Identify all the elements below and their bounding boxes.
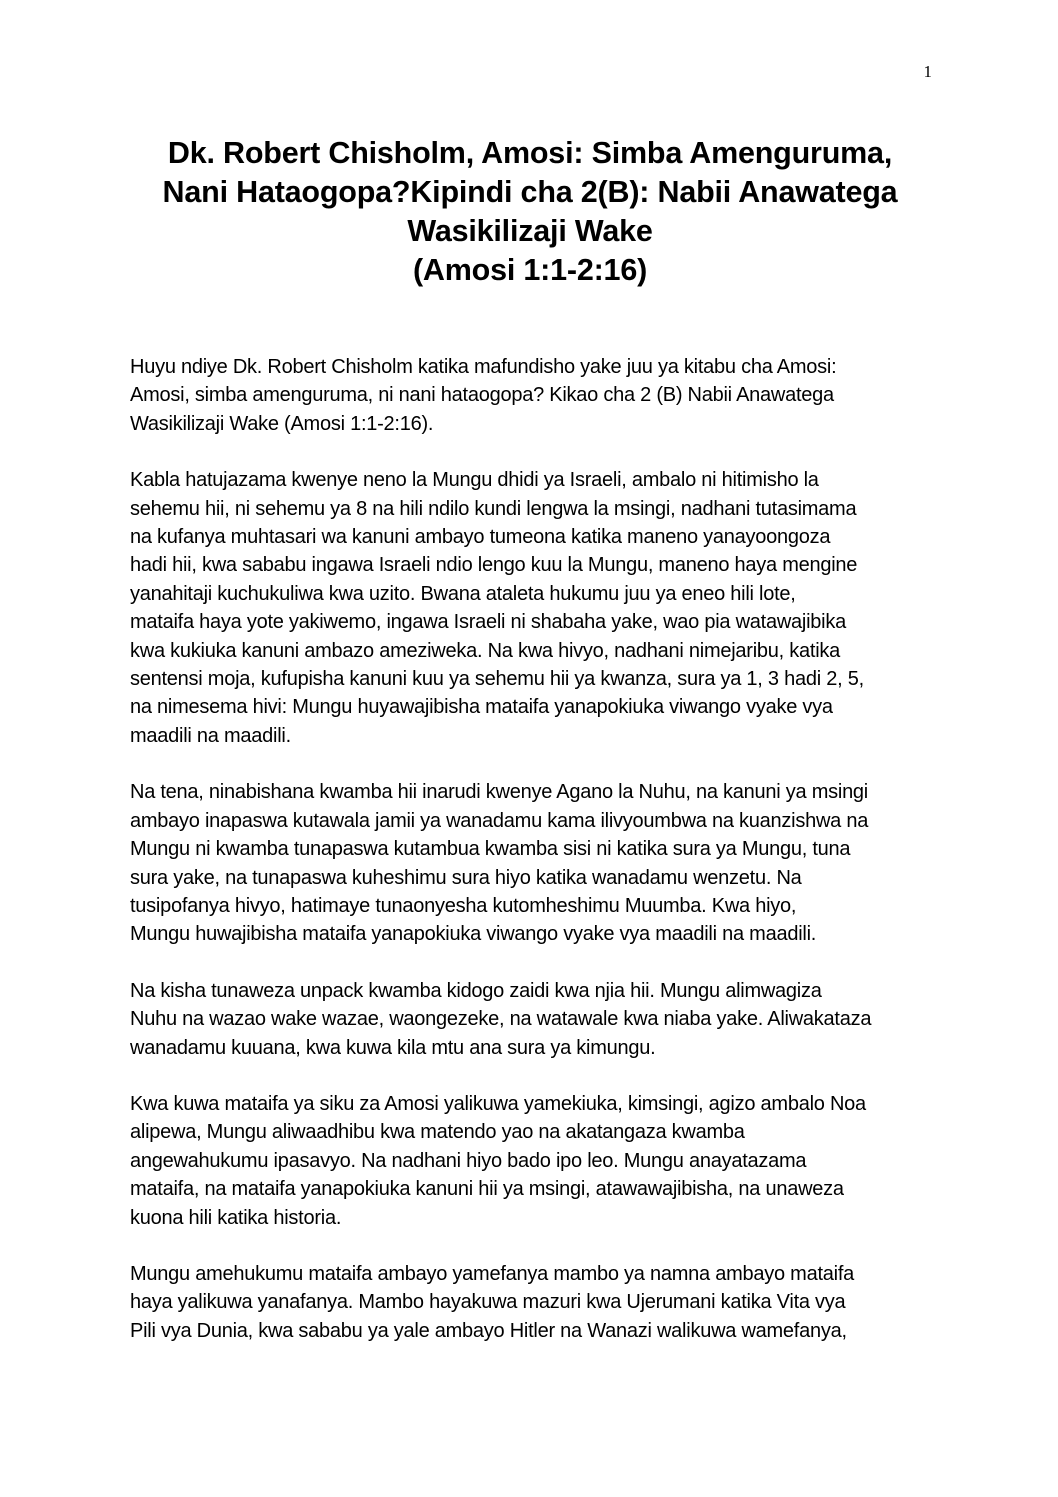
paragraph-line: alipewa, Mungu aliwaadhibu kwa matendo yao na akatangaza kwamba: [130, 1121, 745, 1144]
paragraph-line: Kabla hatujazama kwenye neno la Mungu dhidi ya Israeli, ambalo ni hitimisho la: [130, 469, 819, 492]
title-line: Dk. Robert Chisholm, Amosi: Simba Amenguruma,: [167, 136, 893, 170]
body-paragraph: [130, 1090, 950, 1232]
paragraph-line: Amosi, simba amenguruma, ni nani hataogopa? Kikao cha 2 (B) Nabii Anawatega: [130, 384, 834, 407]
paragraph-line: tusipofanya hivyo, hatimaye tunaonyesha kutomheshimu Muumba. Kwa hiyo,: [130, 894, 797, 917]
document-body: [130, 353, 950, 1373]
paragraph-line: Mungu huwajibisha mataifa yanapokiuka viwango vyake vya maadili na maadili.: [130, 923, 817, 946]
paragraph-line: wanadamu kuuana, kwa kuwa kila mtu ana sura ya kimungu.: [130, 1036, 656, 1059]
body-paragraph: [130, 778, 950, 948]
paragraph-line: Na kisha tunaweza unpack kwamba kidogo zaidi kwa njia hii. Mungu alimwagiza: [130, 979, 822, 1002]
body-paragraph: [130, 977, 950, 1062]
paragraph-line: maadili na maadili.: [130, 724, 291, 747]
title-line: Nani Hataogopa?Kipindi cha 2(B): Nabii Anawatega: [162, 175, 898, 209]
paragraph-line: yanahitaji kuchukuliwa kwa uzito. Bwana ataleta hukumu juu ya eneo hili lote,: [130, 582, 796, 605]
paragraph-line: Pili vya Dunia, kwa sababu ya yale ambayo Hitler na Wanazi walikuwa wamefanya,: [130, 1319, 847, 1342]
paragraph-line: Mungu amehukumu mataifa ambayo yamefanya mambo ya namna ambayo mataifa: [130, 1262, 854, 1285]
paragraph-line: ambayo inapaswa kutawala jamii ya wanadamu kama ilivyoumbwa na kuanzishwa na: [130, 809, 869, 832]
paragraph-line: kwa kukiuka kanuni ambazo ameziweka. Na kwa hivyo, nadhani nimejaribu, katika: [130, 639, 841, 662]
paragraph-line: Nuhu na wazao wake wazae, waongezeke, na watawale kwa niaba yake. Aliwakataza: [130, 1008, 872, 1031]
paragraph-line: sentensi moja, kufupisha kanuni kuu ya sehemu hii ya kwanza, sura ya 1, 3 hadi 2, 5,: [130, 668, 864, 691]
paragraph-line: angewahukumu ipasavyo. Na nadhani hiyo bado ipo leo. Mungu anayatazama: [130, 1149, 807, 1172]
paragraph-line: sura yake, na tunapaswa kuheshimu sura hiyo katika wanadamu wenzetu. Na: [130, 866, 802, 889]
page-number: 1: [923, 62, 932, 81]
title-line: (Amosi 1:1-2:16): [412, 253, 648, 287]
paragraph-line: kuona hili katika historia.: [130, 1206, 342, 1229]
body-paragraph: [130, 353, 950, 438]
document-title: [100, 134, 960, 290]
paragraph-line: sehemu hii, ni sehemu ya 8 na hili ndilo kundi lengwa la msingi, nadhani tutasimama: [130, 497, 857, 520]
body-paragraph: [130, 1260, 950, 1345]
paragraph-line: hadi hii, kwa sababu ingawa Israeli ndio lengo kuu la Mungu, maneno haya mengine: [130, 554, 858, 577]
paragraph-line: na nimesema hivi: Mungu huyawajibisha mataifa yanapokiuka viwango vyake vya: [130, 696, 833, 719]
paragraph-line: Huyu ndiye Dk. Robert Chisholm katika mafundisho yake juu ya kitabu cha Amosi:: [130, 356, 837, 378]
paragraph-line: mataifa haya yote yakiwemo, ingawa Israeli ni shabaha yake, wao pia watawajibika: [130, 611, 846, 634]
paragraph-line: Mungu ni kwamba tunapaswa kutambua kwamba sisi ni katika sura ya Mungu, tuna: [130, 838, 851, 861]
body-paragraph: [130, 466, 950, 750]
paragraph-line: Wasikilizaji Wake (Amosi 1:1-2:16).: [130, 412, 434, 435]
title-line: Wasikilizaji Wake: [407, 214, 653, 248]
paragraph-line: mataifa, na mataifa yanapokiuka kanuni hii ya msingi, atawawajibisha, na unaweza: [130, 1178, 844, 1201]
paragraph-line: Na tena, ninabishana kwamba hii inarudi kwenye Agano la Nuhu, na kanuni ya msingi: [130, 781, 869, 804]
paragraph-line: na kufanya muhtasari wa kanuni ambayo tumeona katika maneno yanayoongoza: [130, 526, 831, 549]
paragraph-line: haya yalikuwa yanafanya. Mambo hayakuwa mazuri kwa Ujerumani katika Vita vya: [130, 1291, 846, 1314]
paragraph-line: Kwa kuwa mataifa ya siku za Amosi yalikuwa yamekiuka, kimsingi, agizo ambalo Noa: [130, 1092, 866, 1115]
